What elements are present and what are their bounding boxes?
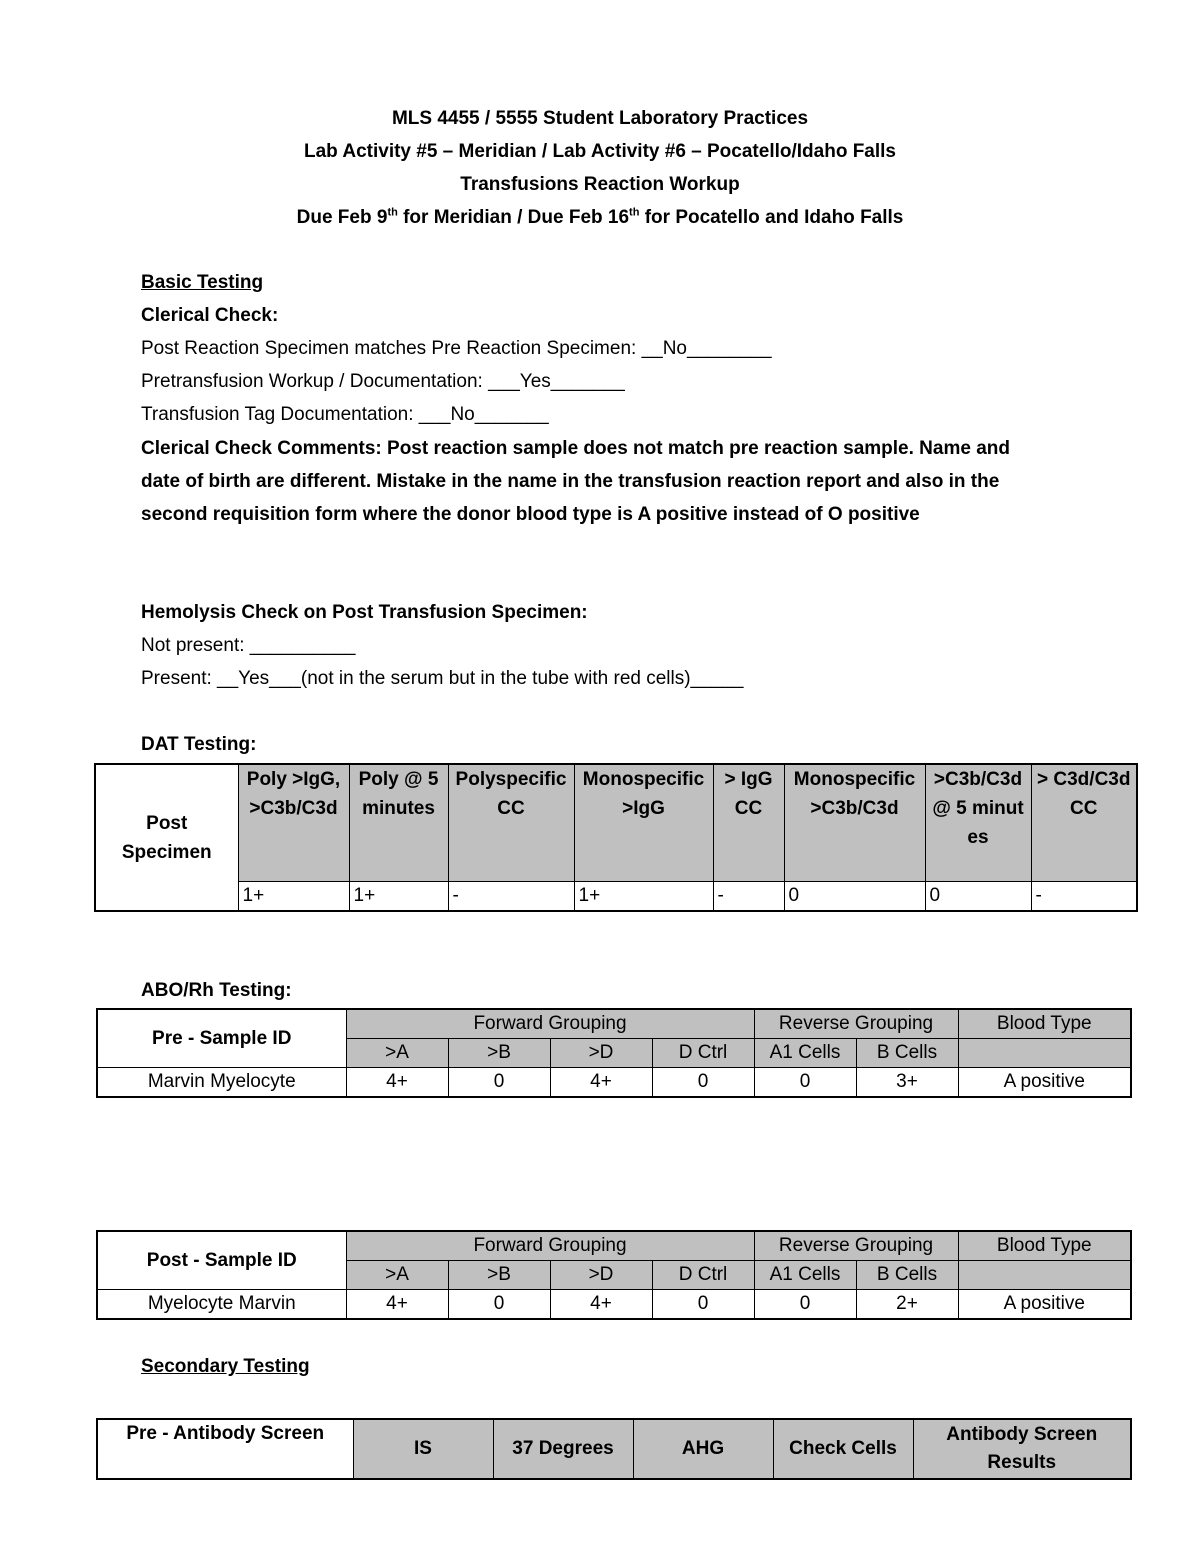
abo-value-cell: 0 <box>448 1290 550 1320</box>
abo-value-cell: 4+ <box>550 1068 652 1098</box>
dat-header-cell: Polyspecific CC <box>448 764 574 882</box>
dat-header-cell: > C3d/C3d CC <box>1031 764 1137 882</box>
abo-value-cell: 4+ <box>346 1290 448 1320</box>
antibody-screen-table <box>96 1418 1132 1480</box>
due-date-line: Due Feb 9th for Meridian / Due Feb 16th for Pocatello and Idaho Falls <box>296 206 904 228</box>
dat-header-cell: >C3b/C3d @ 5 minutes <box>925 764 1031 882</box>
clerical-comments: Clerical Check Comments: Post reaction sample does not match pre reaction sample. Name and date of birth are different. Mistake in the name in the transfusion reaction report and also in the second requisition form where the donor blood type is A positive instead of O positive <box>141 438 1010 525</box>
hemolysis-heading: Hemolysis Check on Post Transfusion Specimen: <box>141 602 588 623</box>
post-blood-type: A positive <box>958 1290 1131 1320</box>
abo-subheader: >D <box>550 1261 652 1290</box>
abo-value-cell: 3+ <box>856 1068 958 1098</box>
abo-value-cell: 0 <box>754 1290 856 1320</box>
doc-title: MLS 4455 / 5555 Student Laboratory Practices <box>391 108 809 129</box>
doc-topic: Transfusions Reaction Workup <box>460 174 740 195</box>
post-sample-id-label: Post - Sample ID <box>97 1231 346 1290</box>
blood-type-header: Blood Type <box>958 1231 1131 1261</box>
doc-subtitle: Lab Activity #5 – Meridian / Lab Activity #6 – Pocatello/Idaho Falls <box>304 141 896 162</box>
post-matches-pre-line: Post Reaction Specimen matches Pre Reaction Specimen: __No________ <box>141 338 772 359</box>
basic-testing-heading: Basic Testing <box>141 272 264 293</box>
dat-value-cell: 1+ <box>238 882 349 912</box>
dat-header-cell: > IgG CC <box>713 764 784 882</box>
abo-subheader: >D <box>550 1039 652 1068</box>
secondary-testing-heading: Secondary Testing <box>141 1356 310 1377</box>
dat-value-cell: 0 <box>925 882 1031 912</box>
antibody-header-cell: Check Cells <box>773 1419 913 1479</box>
abo-subheader: >A <box>346 1039 448 1068</box>
pre-sample-name: Marvin Myelocyte <box>97 1068 346 1098</box>
antibody-header-cell: 37 Degrees <box>493 1419 633 1479</box>
blood-type-subheader-empty <box>958 1039 1131 1068</box>
blood-type-subheader-empty <box>958 1261 1131 1290</box>
clerical-check-heading: Clerical Check: <box>141 305 279 326</box>
abo-subheader: >A <box>346 1261 448 1290</box>
abo-pre-table <box>96 1008 1132 1098</box>
abo-subheader: D Ctrl <box>652 1039 754 1068</box>
dat-table <box>94 763 1138 912</box>
dat-header-cell: Monospecific >IgG <box>574 764 713 882</box>
dat-heading: DAT Testing: <box>141 734 257 755</box>
pre-sample-id-label: Pre - Sample ID <box>97 1009 346 1068</box>
pre-blood-type: A positive <box>958 1068 1131 1098</box>
abo-post-table <box>96 1230 1132 1320</box>
dat-value-cell: 0 <box>784 882 925 912</box>
dat-header-cell: Monospecific >C3b/C3d <box>784 764 925 882</box>
pretransfusion-line: Pretransfusion Workup / Documentation: ___Yes_______ <box>141 371 625 392</box>
dat-value-cell: 1+ <box>349 882 448 912</box>
abo-subheader: >B <box>448 1261 550 1290</box>
reverse-grouping-header: Reverse Grouping <box>754 1231 958 1261</box>
transfusion-tag-line: Transfusion Tag Documentation: ___No_______ <box>141 404 549 425</box>
abo-subheader: B Cells <box>856 1261 958 1290</box>
abo-subheader: D Ctrl <box>652 1261 754 1290</box>
forward-grouping-header: Forward Grouping <box>346 1009 754 1039</box>
abo-subheader: A1 Cells <box>754 1261 856 1290</box>
antibody-header-cell: Antibody Screen Results <box>913 1419 1131 1479</box>
abo-value-cell: 0 <box>754 1068 856 1098</box>
antibody-screen-label: Pre - Antibody Screen <box>97 1419 353 1479</box>
dat-value-cell: - <box>1031 882 1137 912</box>
forward-grouping-header: Forward Grouping <box>346 1231 754 1261</box>
abo-value-cell: 4+ <box>346 1068 448 1098</box>
blood-type-header: Blood Type <box>958 1009 1131 1039</box>
abo-subheader: >B <box>448 1039 550 1068</box>
dat-value-cell: - <box>448 882 574 912</box>
dat-header-cell: Poly >IgG, >C3b/C3d <box>238 764 349 882</box>
abo-subheader: A1 Cells <box>754 1039 856 1068</box>
abo-subheader: B Cells <box>856 1039 958 1068</box>
abo-value-cell: 0 <box>652 1068 754 1098</box>
antibody-header-cell: AHG <box>633 1419 773 1479</box>
dat-value-cell: - <box>713 882 784 912</box>
abo-value-cell: 0 <box>448 1068 550 1098</box>
post-sample-name: Myelocyte Marvin <box>97 1290 346 1320</box>
hemolysis-present: Present: __Yes___(not in the serum but in the tube with red cells)_____ <box>141 668 744 689</box>
abo-value-cell: 4+ <box>550 1290 652 1320</box>
abo-value-cell: 0 <box>652 1290 754 1320</box>
abo-heading: ABO/Rh Testing: <box>141 980 292 1001</box>
reverse-grouping-header: Reverse Grouping <box>754 1009 958 1039</box>
dat-row-label: Post Specimen <box>95 764 238 911</box>
hemolysis-not-present: Not present: __________ <box>141 635 356 656</box>
abo-value-cell: 2+ <box>856 1290 958 1320</box>
antibody-header-cell: IS <box>353 1419 493 1479</box>
dat-header-cell: Poly @ 5 minutes <box>349 764 448 882</box>
dat-value-cell: 1+ <box>574 882 713 912</box>
